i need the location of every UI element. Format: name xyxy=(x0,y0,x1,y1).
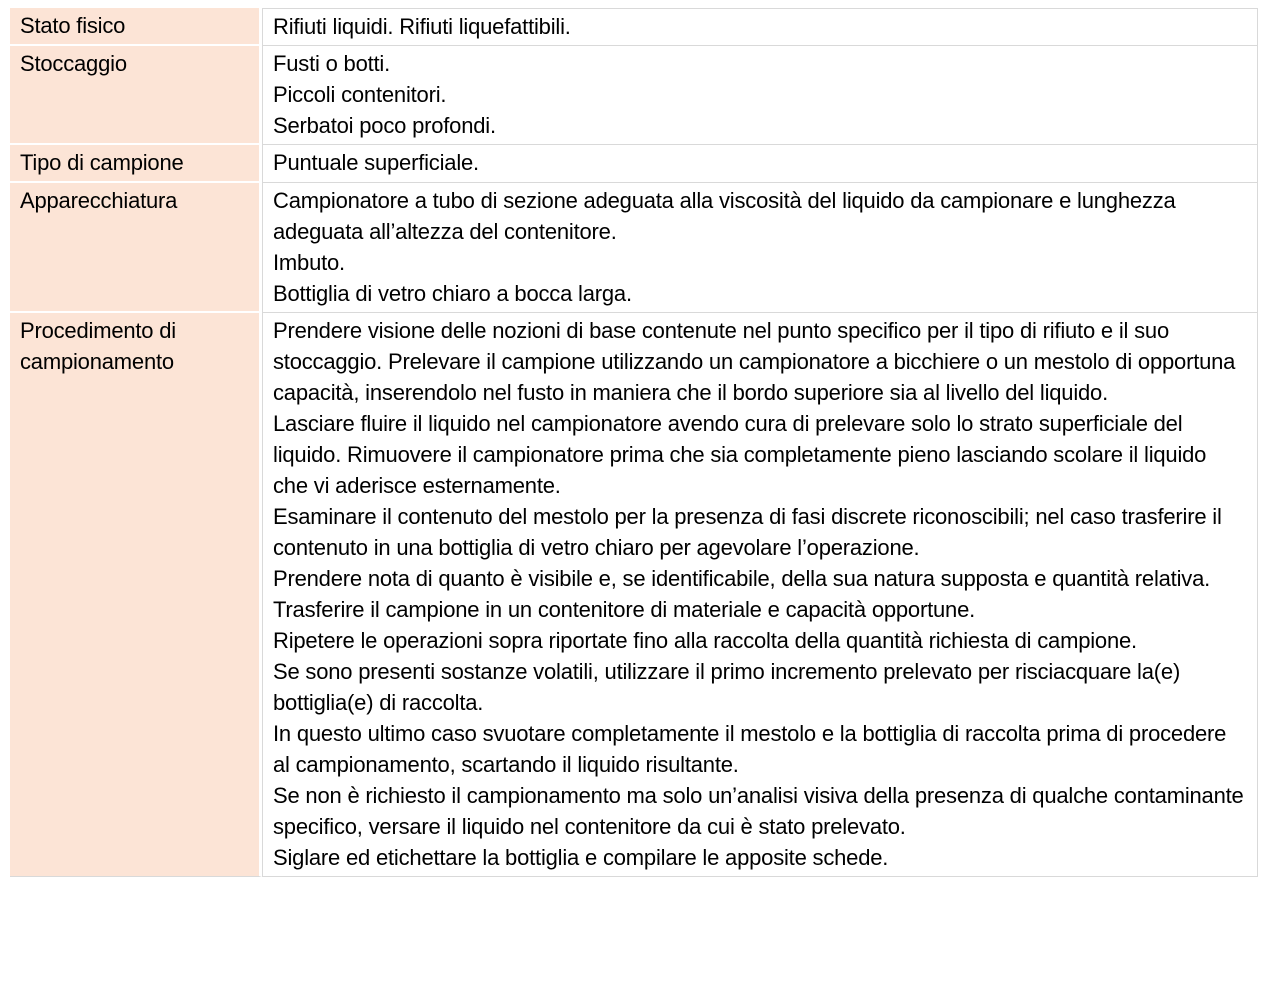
row-value-cell xyxy=(262,145,1258,183)
row-label-cell xyxy=(10,145,262,183)
value-line: Ripetere le operazioni sopra riportate fino alla raccolta della quantità richiesta di campione. xyxy=(273,628,1137,653)
row-value-cell xyxy=(262,46,1258,145)
table-row xyxy=(10,313,1258,877)
value-line: Se sono presenti sostanze volatili, utilizzare il primo incremento prelevato per risciacquare la(e) bottiglia(e) di raccolta. xyxy=(273,659,1181,715)
row-label-cell xyxy=(10,46,262,145)
value-line: Lasciare fluire il liquido nel campionatore avendo cura di prelevare solo lo strato superficiale del liquido. Rimuovere il campionatore prima che sia completamente pieno lasciando scolare il liquido che vi aderisce esternamente. xyxy=(273,411,1207,498)
value-line: Prendere nota di quanto è visibile e, se identificabile, della sua natura supposta e quantità relativa. Trasferire il campione in un contenitore di materiale e capacità opportune. xyxy=(273,566,1211,622)
table-row xyxy=(10,46,1258,145)
value-line: Piccoli contenitori. xyxy=(273,82,447,107)
value-line: Se non è richiesto il campionamento ma solo un’analisi visiva della presenza di qualche contaminante specifico, versare il liquido nel contenitore da cui è stato prelevato. xyxy=(273,783,1244,839)
value-line: In questo ultimo caso svuotare completamente il mestolo e la bottiglia di raccolta prima di procedere al campionamento, scartando il liquido risultante. xyxy=(273,721,1227,777)
value-line: Prendere visione delle nozioni di base contenute nel punto specifico per il tipo di rifiuto e il suo stoccaggio. Prelevare il campione utilizzando un campionatore a bicchiere o un mestolo di opportuna capacità, inserendolo nel fusto in maniera che il bordo superiore sia al livello del liquido. xyxy=(273,318,1236,405)
row-label-cell xyxy=(10,8,262,46)
sampling-spec-table xyxy=(10,8,1258,877)
table-row xyxy=(10,145,1258,183)
value-line: Imbuto. xyxy=(273,250,345,275)
row-label: Apparecchiatura xyxy=(20,188,178,213)
row-value-cell xyxy=(262,8,1258,46)
value-line: Rifiuti liquidi. Rifiuti liquefattibili. xyxy=(273,14,571,39)
row-value-cell xyxy=(262,313,1258,877)
value-line: Bottiglia di vetro chiaro a bocca larga. xyxy=(273,281,632,306)
value-line: Siglare ed etichettare la bottiglia e compilare le apposite schede. xyxy=(273,845,889,870)
value-line: Puntuale superficiale. xyxy=(273,150,479,175)
value-line: Fusti o botti. xyxy=(273,51,391,76)
row-label-cell xyxy=(10,183,262,313)
row-label: Stato fisico xyxy=(20,13,126,38)
table-row xyxy=(10,183,1258,313)
table-row xyxy=(10,8,1258,46)
value-line: Serbatoi poco profondi. xyxy=(273,113,496,138)
row-label: Tipo di campione xyxy=(20,150,184,175)
row-value-cell xyxy=(262,183,1258,313)
row-label: Procedimento di campionamento xyxy=(20,318,176,374)
value-line: Esaminare il contenuto del mestolo per la presenza di fasi discrete riconoscibili; nel caso trasferire il contenuto in una bottiglia di vetro chiaro per agevolare l’operazione. xyxy=(273,504,1222,560)
row-label-cell xyxy=(10,313,262,877)
row-label: Stoccaggio xyxy=(20,51,127,76)
value-line: Campionatore a tubo di sezione adeguata alla viscosità del liquido da campionare e lunghezza adeguata all’altezza del contenitore. xyxy=(273,188,1176,244)
